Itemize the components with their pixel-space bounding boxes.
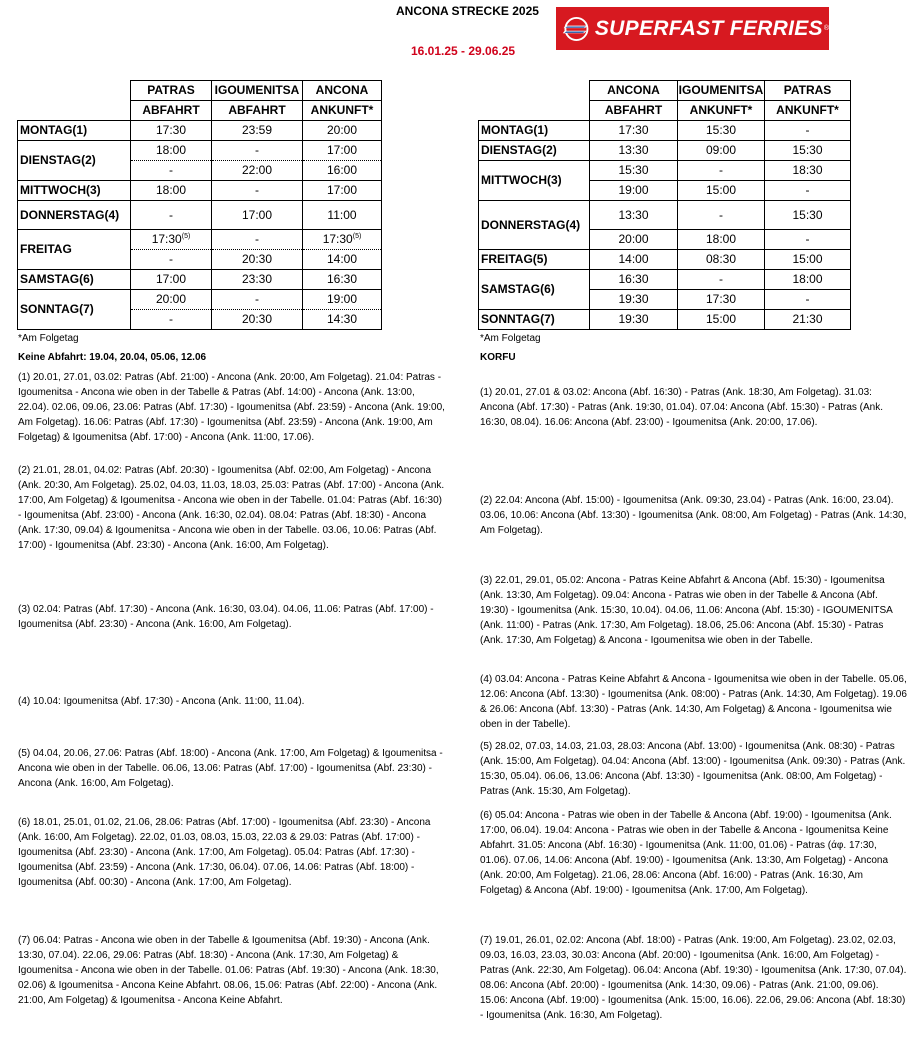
time-cell: 18:00 — [678, 230, 765, 250]
day-label: SONNTAG(7) — [18, 290, 131, 330]
time-cell: 14:30 — [303, 310, 382, 330]
time-cell: 22:00 — [212, 161, 303, 181]
time-cell: 17:00 — [131, 270, 212, 290]
time-cell: 20:00 — [131, 290, 212, 310]
time-cell: 19:30 — [590, 310, 678, 330]
col-header-type: ANKUNFT* — [765, 101, 851, 121]
note-5: (5) 28.02, 07.03, 14.03, 21.03, 28.03: Ancona (Abf. 13:00) - Igoumenitsa (Ank. 08:30) - Patras (Ank. 15:00, Am Folgetag). 04.04: Ancona (Abf. 13:00) - Igoumenitsa (Ank. 09:30) - Patras (Ank. 15:30, 05.04). 06.06, 13.06: Ancona (Abf. 13:30) - Igoumenitsa (Ank. 08:00, Am Folgetag) - Patras (Ank. 15:30, Am Folgetag). — [480, 741, 906, 797]
time-cell: 20:00 — [303, 121, 382, 141]
note-3: (3) 02.04: Patras (Abf. 17:30) - Ancona (Ank. 16:30, 03.04). 04.06, 11.06: Patras (Abf. 17:00) - Igoumenitsa (Abf. 23:30) - Ancona (Ank. 16:00, Am Folgetag). — [18, 604, 434, 630]
time-cell: 17:00 — [303, 181, 382, 201]
time-cell: - — [212, 181, 303, 201]
time-cell: 18:00 — [131, 181, 212, 201]
no-departure-heading: Keine Abfahrt: 19.04, 20.04, 05.06, 12.06 — [18, 352, 207, 363]
time-cell: - — [765, 181, 851, 201]
table-row — [479, 161, 851, 181]
time-cell: - — [131, 201, 212, 230]
col-header-port: PATRAS — [765, 81, 851, 101]
time-cell: 13:30 — [590, 201, 678, 230]
page-title: ANCONA STRECKE 2025 — [396, 4, 539, 18]
note-1: (1) 20.01, 27.01 & 03.02: Ancona (Abf. 16:30) - Patras (Ank. 18:30, Am Folgetag). 31.03: Ancona (Abf. 17:30) - Patras (Ank. 19:30, 01.04). 07.04: Ancona (Abf. 15:30) - Patras (Ank. 16:30, 08.04). 16.06: Ancona (Abf. 23:00) - Igoumenitsa (Ank. 20:00, 17.06). — [480, 387, 884, 428]
day-label: SAMSTAG(6) — [479, 270, 590, 310]
col-header-port: IGOUMENITSA — [678, 81, 765, 101]
note-4: (4) 03.04: Ancona - Patras Keine Abfahrt & Ancona - Igoumenitsa wie oben in der Tabelle. 05.06, 12.06: Ancona (Abf. 13:30) - Igoumenitsa (Ank. 08:00) - Patras (Ank. 14:30, Am Folgetag). 19.06 & 26.06: Ancona (Abf. 13:30) - Patras (Ank. 14:30, Am Folgetag) & Ancona - Igoumenitsa wie oben in der Tabelle). — [480, 674, 907, 730]
registered-mark: ® — [823, 25, 829, 32]
day-label: SONNTAG(7) — [479, 310, 590, 330]
time-cell: 15:30 — [678, 121, 765, 141]
time-cell: 16:00 — [303, 161, 382, 181]
table-row — [18, 181, 382, 201]
time-cell: 15:30 — [765, 201, 851, 230]
day-label: FREITAG — [18, 230, 131, 270]
time-cell: 23:59 — [212, 121, 303, 141]
time-cell: 23:30 — [212, 270, 303, 290]
time-cell: 20:00 — [590, 230, 678, 250]
col-header-type: ANKUNFT* — [303, 101, 382, 121]
note-7: (7) 19.01, 26.01, 02.02: Ancona (Abf. 18:00) - Patras (Ank. 19:00, Am Folgetag). 23.02, 02.03, 09.03, 16.03, 23.03, 30.03: Ancona (Abf. 20:00) - Igoumenitsa (Ank. 16:00, Am Folgetag) - Patras (Ank. 22:30, Am Folgetag). 06.04: Ancona (Abf. 19:30) - Igoumenitsa (Ank. 17:30, 07.04). 08.06: Ancona (Abf. 20:00) - Igoumenitsa (Ank. 14:30, 09.06) - Patras (Ank. 21:00, 09.06). 15.06: Ancona (Abf. 19:00) - Igoumenitsa (Ank. 15:00, 16.06). 22.06, 29.06: Ancona (Abf. 18:30) - Igoumenitsa (Ank. 16:30, Am Folgetag). — [480, 935, 907, 1021]
footnote-next-day: *Am Folgetag — [18, 333, 79, 344]
table-row — [18, 230, 382, 250]
day-label: MONTAG(1) — [18, 121, 131, 141]
footnote-ref: (5) — [352, 233, 362, 240]
table-row — [479, 201, 851, 230]
corner-cell — [479, 101, 590, 121]
col-header-port: IGOUMENITSA — [212, 81, 303, 101]
time-cell: 17:30 — [590, 121, 678, 141]
time-cell: 21:30 — [765, 310, 851, 330]
time-cell: 15:30 — [590, 161, 678, 181]
time-cell — [131, 230, 212, 250]
table-row — [479, 270, 851, 290]
col-header-port: ANCONA — [590, 81, 678, 101]
day-label: DIENSTAG(2) — [18, 141, 131, 181]
time-cell: 15:00 — [678, 310, 765, 330]
time-cell: 19:00 — [303, 290, 382, 310]
corner-cell — [18, 101, 131, 121]
time-cell: 13:30 — [590, 141, 678, 161]
table-row — [479, 141, 851, 161]
time-cell: 15:30 — [765, 141, 851, 161]
time-cell: - — [212, 230, 303, 250]
time-cell: 16:30 — [303, 270, 382, 290]
time-cell: 19:30 — [590, 290, 678, 310]
header-row-type — [479, 101, 851, 121]
footnote-ref: (5) — [181, 233, 191, 240]
time-cell: - — [678, 201, 765, 230]
korfu-heading: KORFU — [480, 352, 516, 363]
time-cell: 17:30 — [678, 290, 765, 310]
col-header-type: ABFAHRT — [131, 101, 212, 121]
col-header-type: ANKUNFT* — [678, 101, 765, 121]
day-label: MITTWOCH(3) — [18, 181, 131, 201]
time-cell: - — [131, 161, 212, 181]
note-4: (4) 10.04: Igoumenitsa (Abf. 17:30) - Ancona (Ank. 11:00, 11.04). — [18, 696, 305, 707]
time-value: 17:30 — [322, 232, 353, 246]
time-cell: - — [765, 121, 851, 141]
note-1: (1) 20.01, 27.01, 03.02: Patras (Abf. 21:00) - Ancona (Ank. 20:00, Am Folgetag). 21.04: Patras - Igoumenitsa - Ancona wie oben in der Tabelle & Patras (Abf. 14:00) - Ancona (Ank. 13:00, 22.04). 02.06, 09.06, 23.06: Patras (Abf. 17:30) - Igoumenitsa (Abf. 23:59) - Ancona (Ank. 19:00, Am Folgetag). 16.06: Patras (Abf. 17:30) - Igoumenitsa (Abf. 23:59) - Ancona (Ank. 19:00, Am Folgetag) & Igoumenitsa (Abf. 17:00) - Ancona (Ank. 11:00, 17.06). — [18, 372, 445, 443]
table-row — [479, 310, 851, 330]
header-row-ports — [479, 81, 851, 101]
time-cell: 11:00 — [303, 201, 382, 230]
time-cell: 18:00 — [765, 270, 851, 290]
time-cell: 20:30 — [212, 310, 303, 330]
corner-cell — [479, 81, 590, 101]
header-row-type — [18, 101, 382, 121]
note-7: (7) 06.04: Patras - Ancona wie oben in der Tabelle & Igoumenitsa (Abf. 19:30) - Ancona (Ank. 13:30, 07.04). 22.06, 29.06: Patras (Abf. 18:30) - Ancona (Ank. 17:30, Am Folgetag) & Igoumenitsa - Ancona wie oben in der Tabelle. 01.06: Patras (Abf. 19:30) - Ancona (Ank. 18:30, 02.06) & Igoumenitsa - Ancona Keine Abfahrt. 08.06, 15.06: Patras (Abf. 22:00) - Ancona (Ank. 21:00, Am Folgetag) & Igoumenitsa - Ancona Keine Abfahrt. — [18, 935, 439, 1006]
note-6: (6) 18.01, 25.01, 01.02, 21.06, 28.06: Patras (Abf. 17:00) - Igoumenitsa (Abf. 23:30) - Ancona (Ank. 16:00, Am Folgetag). 22.02, 01.03, 08.03, 15.03, 22.03 & 29.03: Patras (Abf. 17:00) - Igoumenitsa (Abf. 23:30) - Ancona (Ank. 17:00, Am Folgetag). 05.04: Patras (Abf. 17:30) - Igoumenitsa (Abf. 23:59) - Ancona (Ank. 17:30, 06.04). 07.06, 14.06: Patras (Abf. 18:00) - Igoumenitsa (Abf. 00:30) - Ancona (Ank. 17:00, Am Folgetag). — [18, 817, 431, 888]
table-row — [18, 290, 382, 310]
time-cell: 17:00 — [212, 201, 303, 230]
table-row — [18, 201, 382, 230]
logo-text: SUPERFAST FERRIES — [594, 16, 823, 40]
timetable-ancona-to-greece — [478, 80, 851, 330]
time-cell: - — [212, 141, 303, 161]
timetable-greece-to-ancona — [17, 80, 382, 330]
table-row — [18, 270, 382, 290]
note-6: (6) 05.04: Ancona - Patras wie oben in der Tabelle & Ancona (Abf. 19:00) - Igoumenitsa (Ank. 17:00, 06.04). 19.04: Ancona - Patras wie oben in der Tabelle & Ancona - Igoumenitsa Keine Abfahrt. 31.05: Ancona (Abf. 16:30) - Igoumenitsa (Ank. 11:00, 01.06) - Patras (άφ. 17:30, 01.06). 07.06, 14.06: Ancona (Abf. 19:00) - Igoumenitsa (Ank. 13:30, Am Folgetag) - Ancona (Ank. 20:00, Am Folgetag). 21.06, 28.06: Ancona (Abf. 16:00) - Patras (Ank. 16:30, Am Folgetag) & Ancona (Abf. 19:00) - Igoumenitsa (Ank. 17:00, Am Folgetag). — [480, 810, 892, 896]
time-cell: - — [212, 290, 303, 310]
time-cell: 09:00 — [678, 141, 765, 161]
time-cell: - — [131, 250, 212, 270]
table-row — [479, 121, 851, 141]
day-label: MONTAG(1) — [479, 121, 590, 141]
header-row-ports — [18, 81, 382, 101]
day-label: DIENSTAG(2) — [479, 141, 590, 161]
time-cell: - — [765, 230, 851, 250]
table-row — [18, 141, 382, 161]
time-cell — [303, 230, 382, 250]
time-cell: 16:30 — [590, 270, 678, 290]
note-3: (3) 22.01, 29.01, 05.02: Ancona - Patras Keine Abfahrt & Ancona (Abf. 15:30) - Igoumenitsa (Ank. 13:30, Am Folgetag). 09.04: Ancona - Patras wie oben in der Tabelle & Ancona (Abf. 19:30) - Igoumenitsa (Ank. 15:30, 10.04). 04.06, 11.06: Ancona (Abf. 15:30) - IGOUMENITSA (Ank. 11:00) - Patras (Ank. 17:30, Am Folgetag). 18.06, 25.06: Ancona (Abf. 15:30) - Patras (Ank. 17:30, Am Folgetag) & Ancona - Igoumenitsa wie oben in der Tabelle. — [480, 575, 893, 646]
superfast-ferries-logo — [556, 7, 829, 50]
time-cell: 14:00 — [590, 250, 678, 270]
time-cell: - — [678, 161, 765, 181]
note-2: (2) 21.01, 28.01, 04.02: Patras (Abf. 20:30) - Igoumenitsa (Abf. 02:00, Am Folgetag) - Ancona (Ank. 20:30, Am Folgetag). 25.02, 04.03, 11.03, 18.03, 25.03: Patras (Abf. 17:00) - Ancona (Ank. 17:00, Am Folgetag) & Igoumenitsa - Ancona wie oben in der Tabelle. 01.04: Patras (Abf. 16:30) - Igoumenitsa (Abf. 23:00) - Ancona (Ank. 16:30, 02.04). 08.04: Patras (Abf. 18:30) - Ancona (Ank. 17:30, 09.04) & Igoumenitsa - Ancona wie oben in der Tabelle. 03.06, 10.06: Patras (Abf. 17:00) - Igoumenitsa (Abf. 23:30) - Ancona (Ank. 16:00, Am Folgetag). — [18, 465, 445, 551]
col-header-type: ABFAHRT — [590, 101, 678, 121]
day-label: DONNERSTAG(4) — [479, 201, 590, 250]
col-header-port: ANCONA — [303, 81, 382, 101]
time-cell: 17:30 — [131, 121, 212, 141]
col-header-port: PATRAS — [131, 81, 212, 101]
time-cell: 15:00 — [678, 181, 765, 201]
time-cell: - — [765, 290, 851, 310]
day-label: MITTWOCH(3) — [479, 161, 590, 201]
time-cell: - — [678, 270, 765, 290]
corner-cell — [18, 81, 131, 101]
footnote-next-day: *Am Folgetag — [480, 333, 541, 344]
time-cell: 15:00 — [765, 250, 851, 270]
note-2: (2) 22.04: Ancona (Abf. 15:00) - Igoumenitsa (Ank. 09:30, 23.04) - Patras (Ank. 16:00, 23.04). 03.06, 10.06: Ancona (Abf. 13:30) - Igoumenitsa (Ank. 08:00, Am Folgetag) - Patras (Ank. 14:30, Am Folgetag). — [480, 495, 907, 536]
day-label: SAMSTAG(6) — [18, 270, 131, 290]
time-cell: 14:00 — [303, 250, 382, 270]
time-cell: 08:30 — [678, 250, 765, 270]
time-value: 17:30 — [151, 232, 182, 246]
time-cell: 19:00 — [590, 181, 678, 201]
col-header-type: ABFAHRT — [212, 101, 303, 121]
time-cell: 17:00 — [303, 141, 382, 161]
ferry-emblem-icon — [562, 14, 591, 44]
day-label: DONNERSTAG(4) — [18, 201, 131, 230]
day-label: FREITAG(5) — [479, 250, 590, 270]
time-cell: - — [131, 310, 212, 330]
time-cell: 18:00 — [131, 141, 212, 161]
table-row — [479, 250, 851, 270]
table-row — [18, 121, 382, 141]
time-cell: 20:30 — [212, 250, 303, 270]
note-5: (5) 04.04, 20.06, 27.06: Patras (Abf. 18:00) - Ancona (Ank. 17:00, Am Folgetag) & Igoumenitsa - Ancona wie oben in der Tabelle. 06.06, 13.06: Patras (Abf. 17:00) - Igoumenitsa (Abf. 23:30) - Ancona (Ank. 16:00, Am Folgetag). — [18, 748, 443, 789]
date-range: 16.01.25 - 29.06.25 — [411, 44, 516, 58]
time-cell: 18:30 — [765, 161, 851, 181]
